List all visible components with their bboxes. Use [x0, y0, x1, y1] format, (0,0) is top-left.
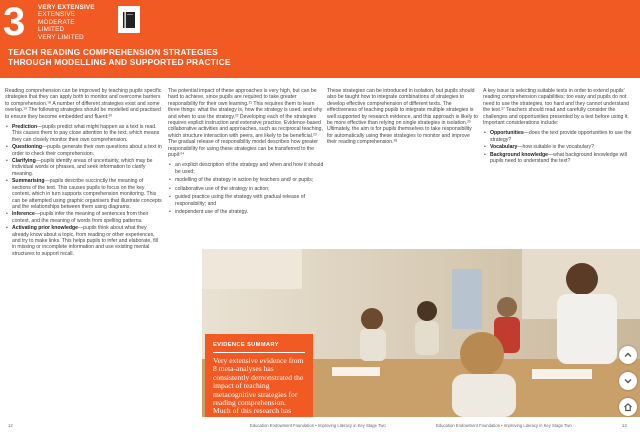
evidence-summary-text: Very extensive evidence from 8 meta-analyses has consistently demonstrated the impact of teaching metacognitive strategies for reading comprehension. Much of this research has been with pupils aged 7-11. — [213, 356, 304, 424]
scroll-up-button[interactable] — [619, 346, 637, 364]
page-footer — [0, 419, 640, 432]
release-steps-list — [168, 162, 324, 215]
scroll-down-button[interactable] — [619, 372, 637, 390]
chapter-number: 3 — [3, 0, 26, 44]
evidence-level-list — [38, 4, 95, 41]
level-limited: LIMITED — [38, 26, 65, 34]
home-icon — [623, 402, 633, 412]
evidence-summary-title: EVIDENCE SUMMARY — [213, 342, 305, 353]
list-item: • Clarifying—pupils identify areas of uncertainty, which may be individual words or phrases, and seek information to clarify meaning. — [5, 158, 163, 177]
chevron-down-icon — [623, 376, 633, 386]
column-1 — [5, 88, 163, 261]
home-button[interactable] — [619, 398, 637, 416]
level-moderate: MODERATE — [38, 18, 75, 26]
column-4 — [483, 88, 633, 168]
list-item: • collaborative use of the strategy in action; — [168, 186, 324, 192]
list-item: • Summarising—pupils describe succinctly the meaning of sections of the text. This causes pupils to focus on the key content, which in turn supports comprehension monitoring. This can be attempted using graphic organisers that illustrate concepts and the relationships between them using diagrams. — [5, 178, 163, 210]
col2-intro: The potential impact of these approaches is very high, but can be hard to achieve, since pupils are required to take greater responsibility for their own learning.²¹ This requires them to learn three things: what the strategy is, how the strategy is used, and why and when to use the strategy.²² Developing each of the strategies requires explicit instruction and extensive practice. Evidence-based collaborative activities and approaches, such as reciprocal teaching, which structure interaction with peers, are likely to be beneficial.²³ The gradual release of responsibility model describes how greater responsibility for using these strategies can be transferred to the pupil:²⁴ — [168, 88, 323, 159]
considerations-list — [483, 130, 633, 164]
book-icon — [118, 6, 140, 33]
list-item: • Questioning—pupils generate their own questions about a text in order to check their comprehension. — [5, 144, 163, 157]
column-3 — [327, 88, 479, 150]
footer-text-left: Education Endowment Foundation • Improving Literacy in Key Stage Two — [250, 423, 386, 428]
list-item: • Vocabulary—how suitable is the vocabulary? — [483, 144, 633, 150]
list-item: • an explicit description of the strategy and when and how it should be used; — [168, 162, 324, 175]
list-item: • Opportunities—does the text provide opportunities to use the strategy? — [483, 130, 633, 143]
footer-text-right: Education Endowment Foundation • Improving Literacy in Key Stage Two — [436, 423, 572, 428]
chapter-header — [0, 0, 640, 78]
chevron-up-icon — [623, 350, 633, 360]
list-item: • Prediction—pupils predict what might happen as a text is read. This causes them to pay close attention to the text, which means they can closely monitor their own comprehension. — [5, 124, 163, 143]
level-extensive: EXTENSIVE — [38, 11, 76, 19]
list-item: • guided practice using the strategy with gradual release of responsibility; and — [168, 194, 324, 207]
chapter-title: TEACH READING COMPREHENSION STRATEGIES THROUGH MODELLING AND SUPPORTED PRACTICE — [8, 47, 231, 67]
col1-intro: Reading comprehension can be improved by teaching pupils specific strategies that they can apply both to monitor and overcome barriers to comprehension.¹⁸ A number of different strategies exist and some overlap.¹⁹ The following strategies should be modelled and practised to ensure they become embedded and fluent:²⁰ — [5, 88, 162, 120]
evidence-summary-box — [205, 334, 313, 424]
list-item: • Activating prior knowledge—pupils think about what they already know about a topic, from reading or other experiences, and try to make links. This helps pupils to infer and elaborate, fill in missing or incomplete information and use existing mental structures to support recall. — [5, 225, 163, 257]
list-item: • Background knowledge—what background knowledge will pupils need to understand the text? — [483, 152, 633, 165]
col3-text: These strategies can be introduced in isolation, but pupils should also be taught how to integrate combinations of strategies to develop effective comprehension of different texts. The effectiveness of teaching pupils to integrate multiple strategies is well supported by research evidence, and this approach is likely to be more effective than relying on single strategies in isolation.²⁵ Ultimately, the aim is for pupils themselves to take responsibility for automatically using these strategies to monitor and improve their reading comprehension.²⁶ — [327, 88, 478, 146]
list-item: • modelling of the strategy in action by teachers and/ or pupils; — [168, 177, 324, 183]
page-number-left: 12 — [8, 423, 13, 428]
strategy-list — [5, 124, 163, 257]
column-2 — [168, 88, 324, 219]
level-very-extensive: VERY EXTENSIVE — [38, 4, 95, 11]
list-item: • Inference—pupils infer the meaning of sentences from their context, and the meaning of words from spelling patterns. — [5, 211, 163, 224]
list-item: • independent use of the strategy. — [168, 209, 324, 215]
col4-intro: A key issue is selecting suitable texts in order to extend pupils' reading comprehension capabilities: too easy and pupils do not need to use the strategies, too hard and they cannot understand the text.²⁷ Teachers should read and carefully consider the challenges and opportunities presented by a text before using it. Important considerations include: — [483, 88, 630, 127]
level-very-limited: VERY LIMITED — [38, 33, 84, 41]
page-number-right: 13 — [622, 423, 627, 428]
